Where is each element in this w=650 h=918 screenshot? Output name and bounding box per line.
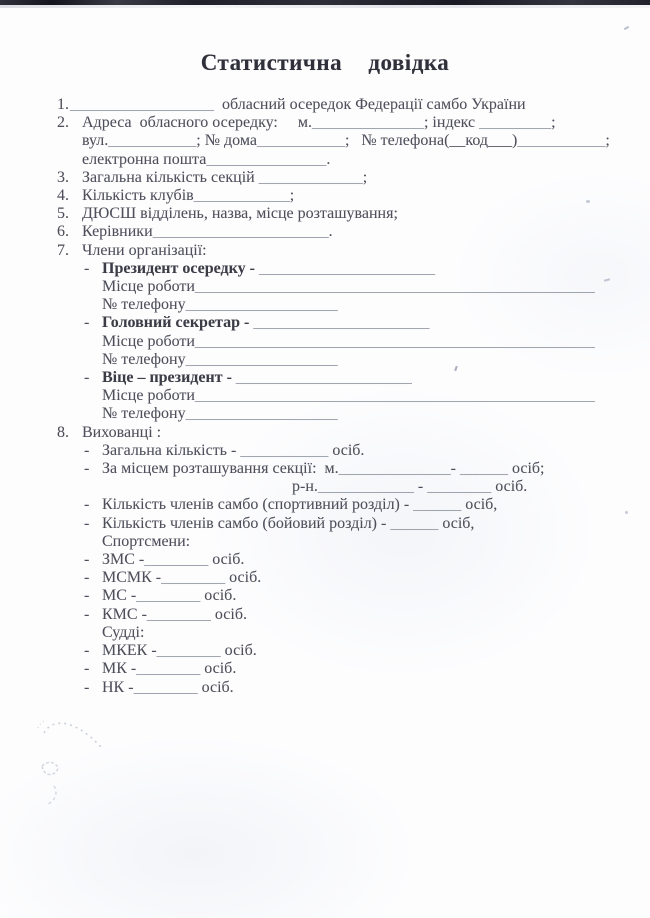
by-location-label: За місцем розташування секції: м.	[102, 460, 339, 478]
combat-section-members-line	[0, 515, 650, 533]
kms-line	[0, 606, 650, 624]
phone-blank: ___________________	[185, 296, 338, 314]
item-1-number: 1.	[57, 96, 69, 113]
dash-separator: -	[413, 478, 428, 496]
total-count-blank: ___________	[240, 441, 329, 459]
persons-suffix: осіб.	[328, 441, 365, 459]
dash-bullet: -	[84, 569, 90, 587]
mk-label: МК -	[102, 660, 137, 678]
persons-suffix: осіб,	[438, 514, 475, 532]
workplace-blank: __________________________________________________	[194, 332, 595, 350]
secretary-phone-line	[0, 351, 650, 369]
secretary-workplace-line	[0, 333, 650, 351]
clubs-count-blank: ____________	[193, 187, 290, 205]
sport-section-blank: ______	[413, 496, 462, 514]
dash-bullet: -	[84, 660, 90, 678]
district-name-blank: ____________	[317, 478, 414, 496]
official-president-line	[0, 260, 650, 278]
phone-code-label: ; № телефона(__код___)	[344, 132, 518, 150]
pencil-smudge	[28, 700, 158, 830]
index-label: ; індекс	[423, 114, 480, 132]
city-blank: ______________	[311, 114, 424, 132]
official-secretary-line	[0, 314, 650, 332]
vice-president-name-blank: ______________________	[235, 369, 412, 387]
separator: ;	[551, 114, 556, 132]
dash-bullet: -	[84, 551, 90, 569]
form-item-3	[0, 169, 650, 187]
wards-total-line	[0, 442, 650, 460]
dash-bullet: -	[84, 514, 90, 532]
district-count-blank: ________	[427, 478, 492, 496]
mk-line	[0, 660, 650, 678]
nk-label: НК -	[102, 678, 134, 696]
ms-line	[0, 587, 650, 605]
dash-separator: -	[450, 460, 460, 478]
dash-bullet: -	[84, 678, 90, 696]
president-label: Президент осередку -	[102, 259, 259, 277]
secretary-name-blank: ______________________	[253, 314, 430, 332]
zms-label: ЗМС -	[102, 551, 145, 569]
sport-section-members-line	[0, 496, 650, 514]
separator: ;	[289, 187, 295, 205]
sections-count-blank: _____________	[258, 168, 363, 186]
phone-label: № телефону	[102, 350, 186, 368]
persons-suffix: осіб.	[200, 660, 237, 678]
persons-suffix: осіб.	[491, 478, 528, 496]
form-item-2	[0, 114, 650, 132]
mk-blank: ________	[136, 660, 201, 678]
phone-blank: ___________________	[185, 350, 338, 368]
workplace-blank: __________________________________________________	[194, 387, 595, 405]
scan-edge-shadow	[0, 5, 650, 8]
persons-suffix: осіб,	[461, 496, 498, 514]
leaders-blank: ______________________	[152, 223, 329, 241]
workplace-label: Місце роботи	[102, 278, 195, 296]
street-blank: ___________	[108, 132, 197, 150]
athletes-header: Спортсмени:	[102, 532, 191, 550]
form-item-4	[0, 187, 650, 205]
sport-section-label: Кількість членів самбо (спортивний розділ) -	[102, 496, 414, 514]
dash-bullet: -	[84, 369, 90, 387]
separator: ;	[605, 132, 610, 150]
official-vice-president-line	[0, 369, 650, 387]
judges-header: Судді:	[102, 623, 145, 641]
item-6-number: 6.	[57, 223, 69, 241]
dash-bullet: -	[84, 314, 90, 332]
vice-president-label: Віце – президент -	[102, 369, 236, 387]
total-count-label: Загальна кількість -	[102, 441, 241, 459]
district-label: р-н.	[292, 478, 318, 496]
president-phone-line	[0, 296, 650, 314]
vice-president-phone-line	[0, 405, 650, 423]
mkek-line	[0, 642, 650, 660]
msmk-line	[0, 569, 650, 587]
street-label: вул.	[82, 132, 109, 150]
scan-speck	[625, 511, 628, 514]
phone-blank: ___________________	[185, 405, 338, 423]
phone-label: № телефону	[102, 405, 186, 423]
form-item-2-line-3	[0, 151, 650, 169]
workplace-blank: __________________________________________________	[194, 278, 595, 296]
zms-blank: ________	[144, 551, 209, 569]
scan-speck	[624, 26, 629, 30]
house-blank: ___________	[256, 132, 345, 150]
dyussh-label: ДЮСШ відділень, назва, місце розташування;	[82, 205, 398, 223]
vice-president-workplace-line	[0, 387, 650, 405]
persons-suffix: осіб.	[200, 587, 237, 605]
phone-label: № телефону	[102, 296, 186, 314]
persons-suffix: осіб.	[210, 605, 247, 623]
persons-suffix: осіб.	[208, 551, 245, 569]
house-label: ; № дома	[196, 132, 257, 150]
form-item-5	[0, 205, 650, 223]
form-item-6	[0, 223, 650, 241]
dash-bullet: -	[84, 496, 90, 514]
city-count-blank: ______	[459, 460, 508, 478]
address-label: Адреса обласного осередку: м.	[82, 114, 312, 132]
email-blank: _______________	[206, 150, 327, 168]
form-item-8	[0, 424, 650, 442]
workplace-label: Місце роботи	[102, 332, 195, 350]
msmk-blank: ________	[161, 569, 226, 587]
zms-line	[0, 551, 650, 569]
item-8-number: 8.	[57, 423, 69, 441]
org-name-blank: __________________	[70, 96, 214, 113]
item-5-number: 5.	[57, 205, 69, 223]
period: .	[326, 150, 331, 168]
members-label: Члени організації:	[82, 241, 207, 259]
form-item-2-line-2	[0, 132, 650, 150]
mkek-label: МКЕК -	[102, 642, 157, 660]
period: .	[328, 223, 333, 241]
form-item-1	[0, 96, 650, 114]
nk-line	[0, 679, 650, 697]
form-item-7	[0, 242, 650, 260]
kms-blank: ________	[146, 605, 211, 623]
combat-section-blank: ______	[390, 514, 439, 532]
item-7-number: 7.	[57, 241, 69, 259]
wards-by-location-line	[0, 460, 650, 478]
wards-label: Вихованці :	[82, 423, 162, 441]
city-name-blank: ______________	[338, 460, 451, 478]
combat-section-label: Кількість членів самбо (бойовий розділ) -	[102, 514, 391, 532]
athletes-header-line	[0, 533, 650, 551]
ms-label: МС -	[102, 587, 137, 605]
sections-count-label: Загальна кількість секцій	[82, 168, 259, 186]
nk-blank: ________	[133, 678, 198, 696]
judges-header-line	[0, 624, 650, 642]
form-body	[0, 96, 650, 697]
separator: ;	[362, 168, 368, 186]
secretary-label: Головний секретар -	[102, 314, 254, 332]
wards-district-line	[0, 478, 650, 496]
dash-bullet: -	[84, 605, 90, 623]
persons-suffix: осіб.	[197, 678, 234, 696]
dash-bullet: -	[84, 259, 90, 277]
item-4-number: 4.	[57, 187, 69, 205]
mkek-blank: ________	[156, 642, 221, 660]
item-2-number: 2.	[57, 114, 69, 132]
clubs-count-label: Кількість клубів	[82, 187, 194, 205]
item-3-number: 3.	[57, 168, 69, 186]
scan-speck	[586, 200, 590, 203]
president-workplace-line	[0, 278, 650, 296]
persons-suffix: осіб.	[220, 642, 257, 660]
dash-bullet: -	[84, 587, 90, 605]
item-1-text: обласний осередок Федерації самбо України	[214, 96, 526, 113]
msmk-label: МСМК -	[102, 569, 162, 587]
document-title: Статистична довідка	[200, 50, 450, 75]
kms-label: КМС -	[102, 605, 147, 623]
dash-bullet: -	[84, 642, 90, 660]
leaders-label: Керівники	[82, 223, 153, 241]
ms-blank: ________	[136, 587, 201, 605]
email-label: електронна пошта	[82, 150, 207, 168]
index-blank: _________	[479, 114, 552, 132]
phone-number-blank: ___________	[517, 132, 606, 150]
persons-suffix: осіб.	[225, 569, 262, 587]
persons-suffix: осіб;	[507, 460, 545, 478]
president-name-blank: ______________________	[258, 259, 435, 277]
dash-bullet: -	[84, 460, 90, 478]
workplace-label: Місце роботи	[102, 387, 195, 405]
dash-bullet: -	[84, 441, 90, 459]
